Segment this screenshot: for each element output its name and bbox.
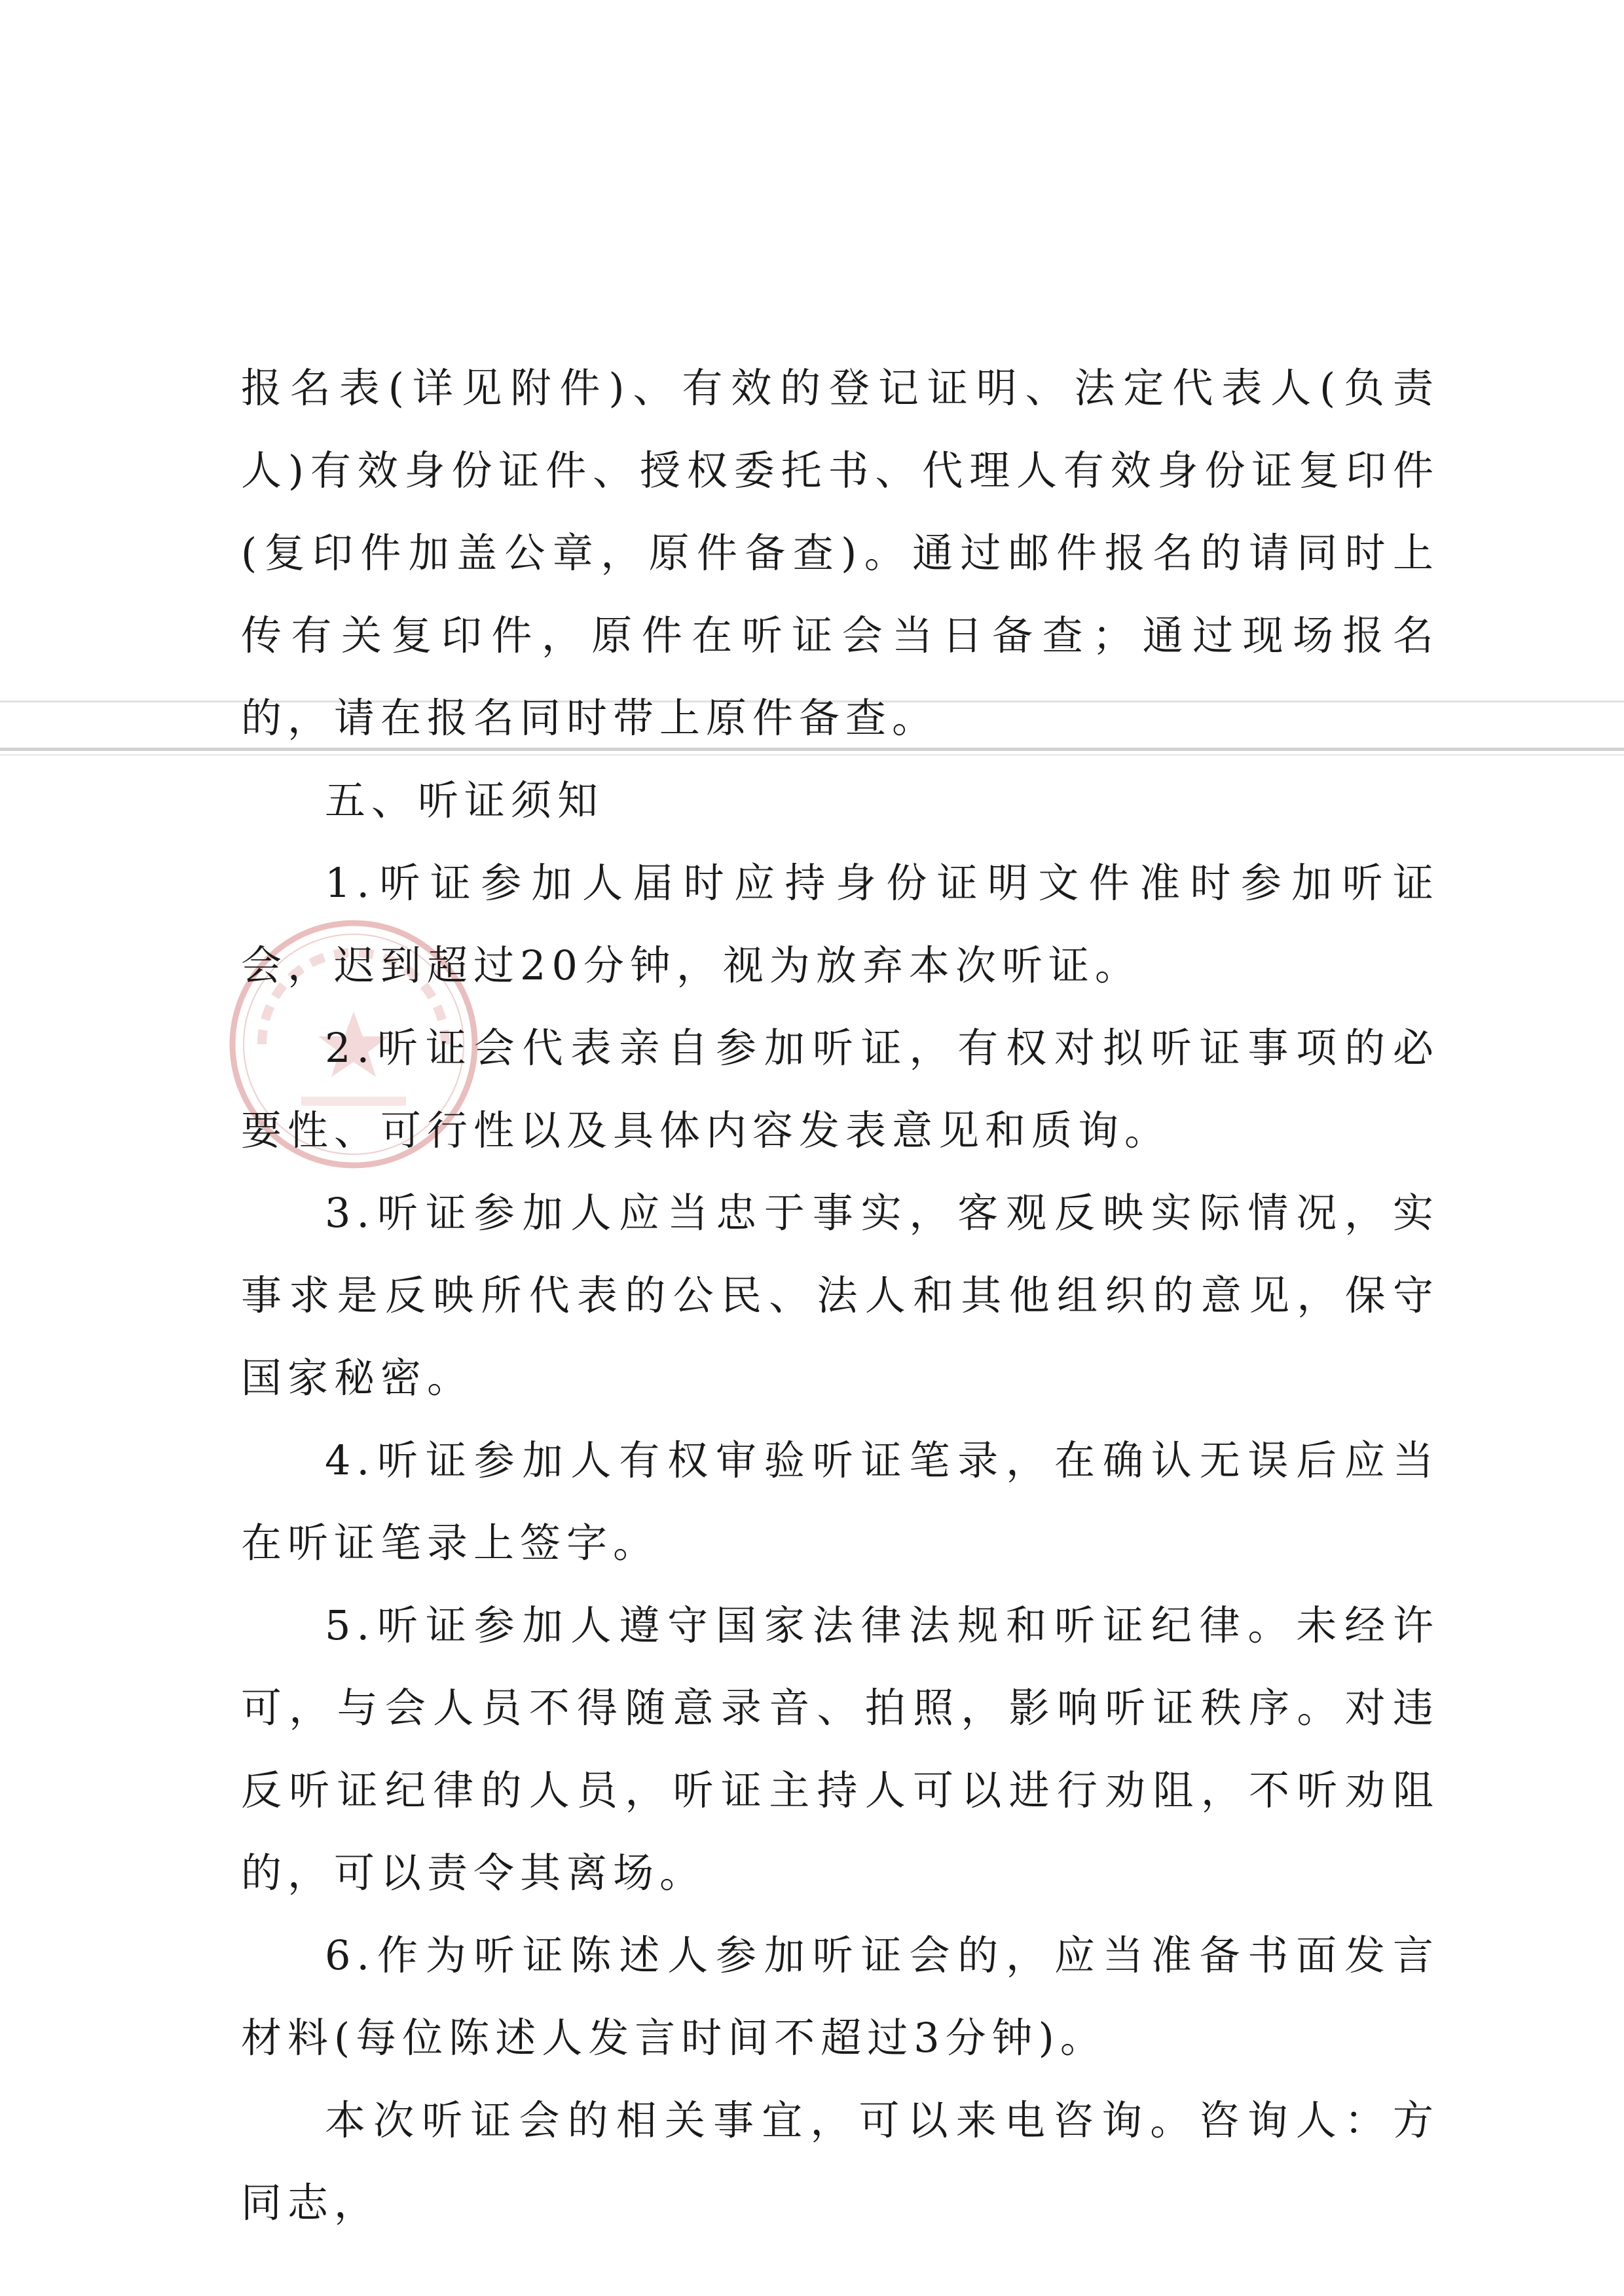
notice-item-1: 1.听证参加人届时应持身份证明文件准时参加听证会，迟到超过20分钟，视为放弃本次听证。 (241, 859, 1439, 989)
notice-item-2: 2.听证会代表亲自参加听证，有权对拟听证事项的必要性、可行性以及具体内容发表意见和质询。 (241, 1024, 1439, 1154)
notice-item-5: 5.听证参加人遵守国家法律法规和听证纪律。未经许可，与会人员不得随意录音、拍照，影响听证秩序。对违反听证纪律的人员，听证主持人可以进行劝阻，不听劝阻的，可以责令其离场。 (241, 1601, 1439, 1897)
notice-item-6: 6.作为听证陈述人参加听证会的，应当准备书面发言材料(每位陈述人发言时间不超过3分钟)。 (241, 1931, 1439, 2062)
document-body (241, 347, 1439, 2244)
paragraph-contact-info: 本次听证会的相关事宜，可以来电咨询。咨询人：方同志， (241, 2096, 1439, 2227)
section-heading-hearing-notice: 五、听证须知 (325, 776, 604, 824)
notice-item-4: 4.听证参加人有权审验听证笔录，在确认无误后应当在听证笔录上签字。 (241, 1436, 1439, 1567)
notice-item-3: 3.听证参加人应当忠于事实，客观反映实际情况，实事求是反映所代表的公民、法人和其他组织的意见，保守国家秘密。 (241, 1189, 1439, 1402)
paragraph-registration-materials: 报名表(详见附件)、有效的登记证明、法定代表人(负责人)有效身份证件、授权委托书、代理人有效身份证复印件(复印件加盖公章，原件备查)。通过邮件报名的请同时上传有关复印件，原件在听证会当日备查；通过现场报名的，请在报名同时带上原件备查。 (241, 364, 1439, 742)
